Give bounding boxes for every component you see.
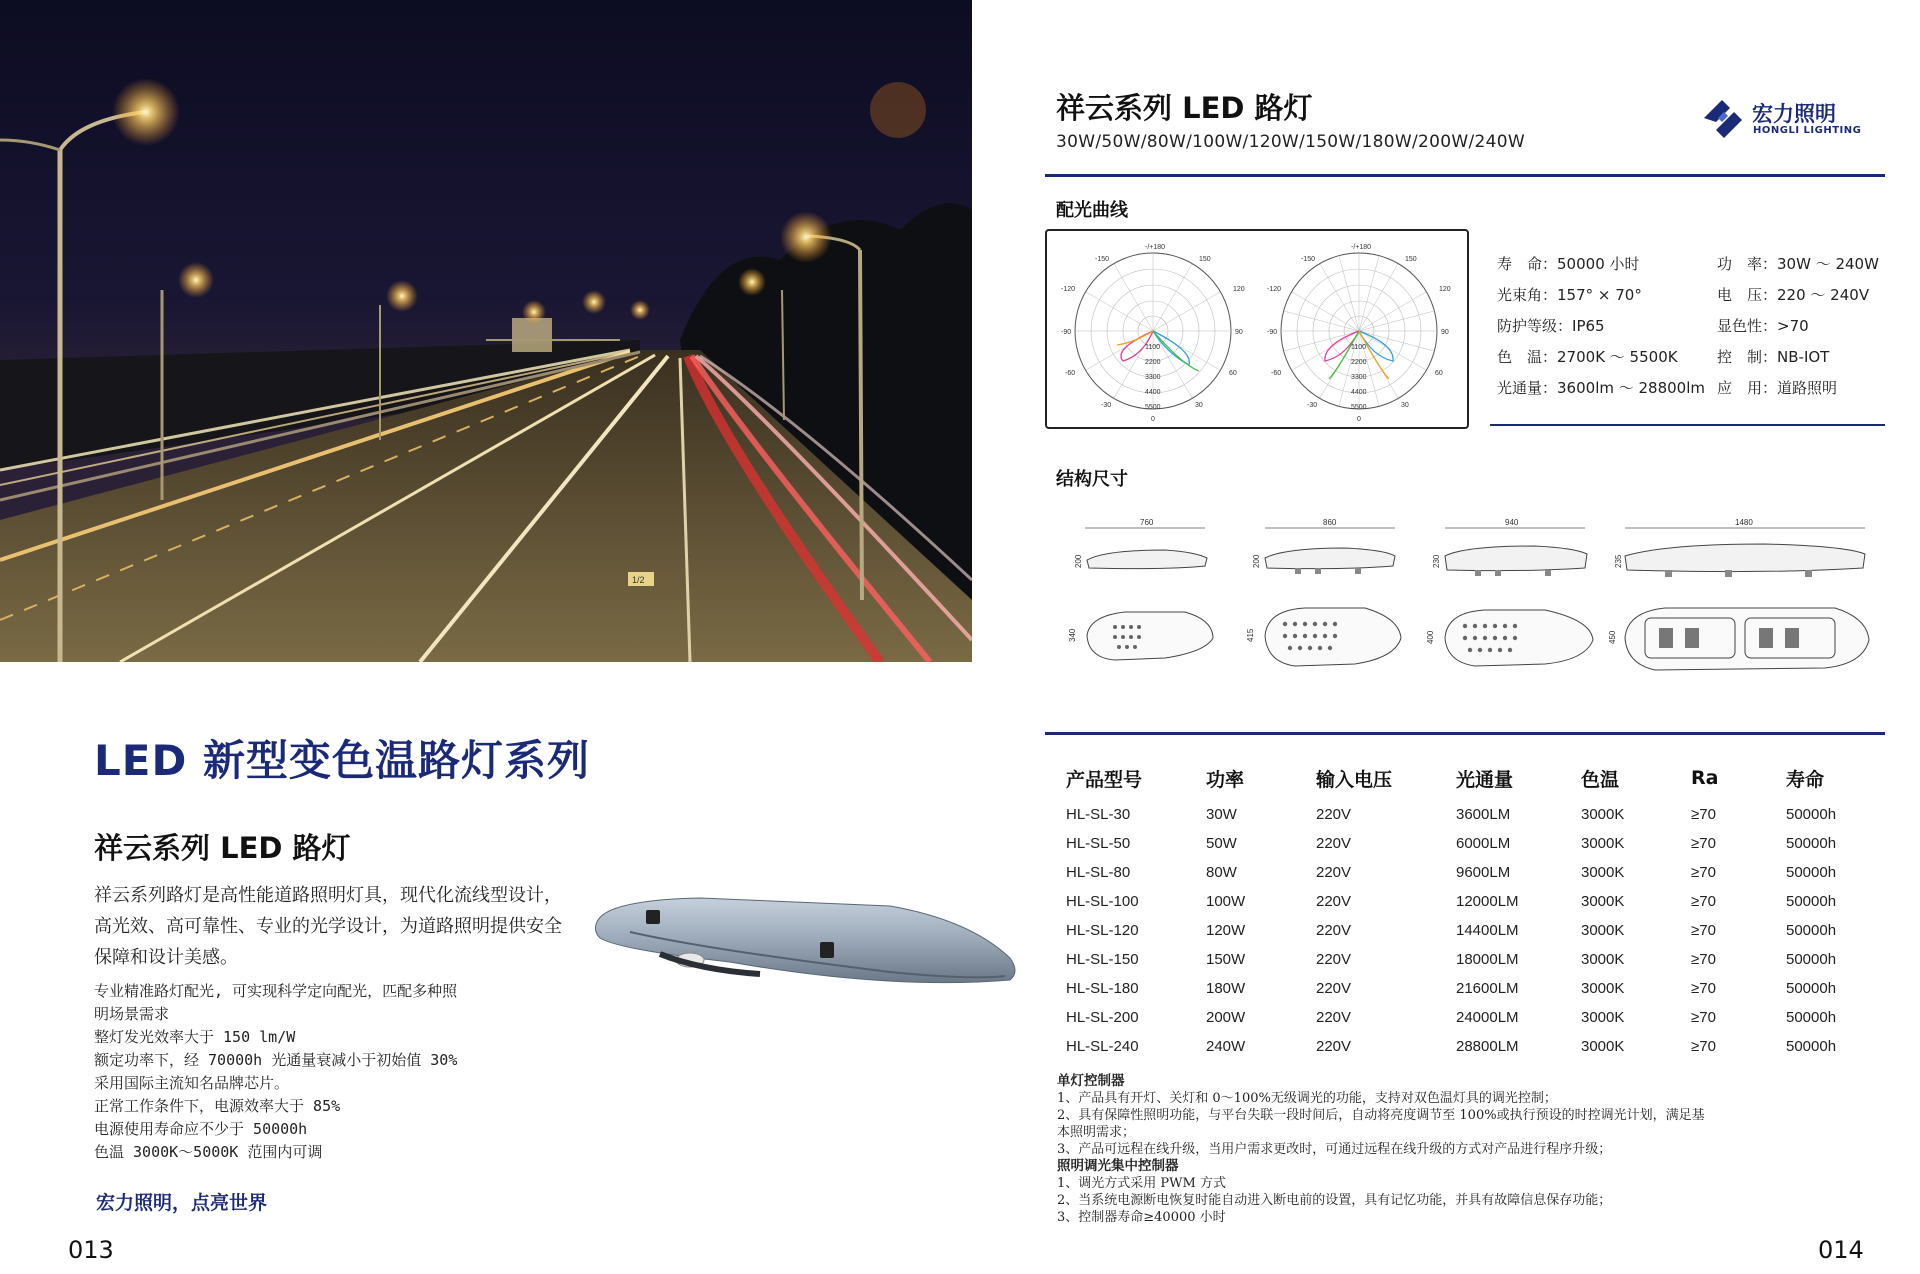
polar-1-ring: 2200 <box>1145 359 1161 366</box>
logo-mark-icon <box>1700 96 1746 142</box>
table-cell: 180W <box>1206 980 1246 997</box>
table-cell: ≥70 <box>1691 980 1716 997</box>
spec-item <box>1717 377 1837 398</box>
polar-1-label: 150 <box>1199 256 1211 263</box>
table-cell: HL-SL-150 <box>1066 951 1139 968</box>
table-cell: 150W <box>1206 951 1246 968</box>
polar-2-label: -60 <box>1271 370 1282 377</box>
table-cell: HL-SL-80 <box>1066 864 1131 881</box>
note-line: 3、产品可远程在线升级，当用户需求更改时，可通过远程在线升级的方式对产品进行程序升级； <box>1057 1142 1612 1157</box>
dim-length: 760 <box>1140 518 1154 527</box>
spec-value: 2700K ～ 5500K <box>1557 348 1678 366</box>
table-cell: ≥70 <box>1691 835 1716 852</box>
dim-length: 940 <box>1505 518 1519 527</box>
table-cell: ≥70 <box>1691 951 1716 968</box>
table-cell: 3000K <box>1581 1038 1625 1055</box>
feature-line: 电源使用寿命应不少于 50000h <box>94 1120 308 1138</box>
polar-1-label-top: -/+180 <box>1145 244 1166 251</box>
street-lamp-product-image <box>590 880 1030 1010</box>
spec-value: 220 ～ 240V <box>1777 286 1870 304</box>
brand-slogan: 宏力照明，点亮世界 <box>96 1192 268 1214</box>
dim-width: 450 <box>1608 630 1617 644</box>
intro-line: 祥云系列路灯是高性能道路照明灯具，现代化流线型设计， <box>94 885 562 906</box>
spec-item <box>1497 377 1705 398</box>
spec-item <box>1497 284 1642 305</box>
logo-cn-text: 宏力照明 <box>1752 102 1836 126</box>
table-cell: HL-SL-200 <box>1066 1009 1139 1026</box>
dim-height: 200 <box>1074 554 1083 568</box>
table-cell: HL-SL-50 <box>1066 835 1131 852</box>
polar-1-label: -60 <box>1065 370 1076 377</box>
table-cell: 100W <box>1206 893 1246 910</box>
page-number-right: 014 <box>1818 1236 1864 1264</box>
polar-2-label: -90 <box>1267 329 1278 336</box>
polar-2-label: 120 <box>1439 286 1451 293</box>
table-cell: 3000K <box>1581 951 1625 968</box>
table-cell: 3000K <box>1581 980 1625 997</box>
controller-notes <box>1057 1073 1887 1226</box>
dim-height: 200 <box>1252 554 1261 568</box>
polar-2-label: 0 <box>1357 416 1361 423</box>
spec-item <box>1717 315 1809 336</box>
table-cell: HL-SL-240 <box>1066 1038 1139 1055</box>
table-cell: 220V <box>1316 893 1352 910</box>
polar-2-label: -120 <box>1267 286 1282 293</box>
table-cell: ≥70 <box>1691 806 1716 823</box>
spec-item <box>1717 253 1879 274</box>
dim-width: 400 <box>1426 630 1435 644</box>
polar-1-label: -150 <box>1095 256 1110 263</box>
table-cell: 50000h <box>1786 1038 1837 1055</box>
polar-2-label: -30 <box>1307 402 1318 409</box>
table-cell: 120W <box>1206 922 1246 939</box>
dimension-drawing-3 <box>1426 518 1593 666</box>
feature-list <box>94 980 574 1164</box>
left-page-title: LED 新型变色温路灯系列 <box>94 736 590 785</box>
col-header: 光通量 <box>1456 768 1514 791</box>
table-cell: 18000LM <box>1456 951 1519 968</box>
dim-height: 230 <box>1432 554 1441 568</box>
left-page-subtitle: 祥云系列 LED 路灯 <box>94 831 351 865</box>
polar-2-label: 90 <box>1441 329 1449 336</box>
polar-1-ring: 1100 <box>1145 344 1161 351</box>
table-cell: 3000K <box>1581 806 1625 823</box>
logo-en-text: HONGLI LIGHTING <box>1753 125 1862 136</box>
polar-1-label: -30 <box>1101 402 1112 409</box>
right-page-title: 祥云系列 LED 路灯 <box>1056 91 1313 125</box>
spec-label: 寿 命： <box>1497 255 1558 273</box>
page-number-left: 013 <box>68 1236 114 1264</box>
table-row <box>1056 1032 1886 1061</box>
table-cell: 240W <box>1206 1038 1246 1055</box>
dim-width: 340 <box>1068 628 1077 642</box>
polar-2-label: 150 <box>1405 256 1417 263</box>
table-cell: HL-SL-180 <box>1066 980 1139 997</box>
polar-1-ring: 4400 <box>1145 389 1161 396</box>
table-row <box>1056 858 1886 887</box>
polar-1-label: -90 <box>1061 329 1072 336</box>
spec-value: 道路照明 <box>1777 379 1838 397</box>
polar-chart-2 <box>1267 244 1451 423</box>
polar-2-ring: 4400 <box>1351 389 1367 396</box>
table-cell: HL-SL-120 <box>1066 922 1139 939</box>
note-line: 3、控制器寿命≥40000 小时 <box>1057 1210 1226 1225</box>
table-cell: 14400LM <box>1456 922 1519 939</box>
table-cell: HL-SL-100 <box>1066 893 1139 910</box>
table-header-row <box>1056 756 1886 800</box>
notes-heading-central: 照明调光集中控制器 <box>1057 1158 1179 1174</box>
table-row <box>1056 800 1886 829</box>
intro-line: 保障和设计美感。 <box>94 947 238 968</box>
spec-value: 157° × 70° <box>1557 286 1642 304</box>
feature-line: 专业精准路灯配光, 可实现科学定向配光，匹配多种照 <box>94 982 458 1000</box>
polar-1-label: 60 <box>1229 370 1237 377</box>
polar-1-ring: 3300 <box>1145 374 1161 381</box>
polar-1-label: 0 <box>1151 416 1155 423</box>
notes-heading-single: 单灯控制器 <box>1057 1073 1125 1089</box>
spec-item <box>1497 315 1605 336</box>
feature-line: 采用国际主流知名品牌芯片。 <box>94 1074 290 1092</box>
table-cell: 50000h <box>1786 864 1837 881</box>
table-cell: 220V <box>1316 922 1352 939</box>
note-line: 1、调光方式采用 PWM 方式 <box>1057 1176 1226 1191</box>
table-cell: HL-SL-30 <box>1066 806 1131 823</box>
table-cell: 3600LM <box>1456 806 1511 823</box>
hongli-logo <box>1700 96 1880 142</box>
polar-2-ring: 2200 <box>1351 359 1367 366</box>
spec-value: 50000 小时 <box>1557 255 1640 273</box>
spec-label: 防护等级： <box>1497 317 1573 335</box>
header-rule <box>1045 174 1885 177</box>
col-header: Ra <box>1691 767 1719 789</box>
table-cell: 12000LM <box>1456 893 1519 910</box>
table-cell: ≥70 <box>1691 1038 1716 1055</box>
note-line: 1、产品具有开灯、关灯和 0～100%无级调光的功能，支持对双色温灯具的调光控制； <box>1057 1091 1557 1106</box>
polar-2-ring: 1100 <box>1351 344 1367 351</box>
dimension-drawing-4 <box>1608 518 1869 670</box>
col-header: 色温 <box>1581 768 1620 791</box>
col-header: 产品型号 <box>1066 768 1143 791</box>
table-cell: 3000K <box>1581 1009 1625 1026</box>
table-row <box>1056 1003 1886 1032</box>
table-cell: 50000h <box>1786 835 1837 852</box>
spec-label: 控 制： <box>1717 348 1778 366</box>
product-table <box>1056 756 1886 1061</box>
table-cell: 220V <box>1316 1009 1352 1026</box>
polar-2-ring: 3300 <box>1351 374 1367 381</box>
table-cell: 24000LM <box>1456 1009 1519 1026</box>
spec-item <box>1497 253 1640 274</box>
table-cell: 200W <box>1206 1009 1246 1026</box>
table-cell: ≥70 <box>1691 893 1716 910</box>
spec-label: 显色性： <box>1717 317 1778 335</box>
light-distribution-box <box>1045 229 1469 429</box>
spec-label: 色 温： <box>1497 348 1558 366</box>
table-cell: 50000h <box>1786 951 1837 968</box>
spec-item <box>1717 284 1869 305</box>
spec-value: NB-IOT <box>1777 348 1830 366</box>
polar-2-label: 30 <box>1401 402 1409 409</box>
feature-line: 色温 3000K～5000K 范围内可调 <box>94 1143 323 1161</box>
table-cell: 50000h <box>1786 893 1837 910</box>
table-cell: ≥70 <box>1691 864 1716 881</box>
table-cell: 3000K <box>1581 922 1625 939</box>
table-cell: 30W <box>1206 806 1237 823</box>
feature-line: 整灯发光效率大于 150 lm/W <box>94 1028 296 1046</box>
table-cell: 50000h <box>1786 980 1837 997</box>
spec-value: 30W ～ 240W <box>1777 255 1879 273</box>
table-row <box>1056 974 1886 1003</box>
polar-1-ring: 5500 <box>1145 404 1161 411</box>
dim-height: 235 <box>1614 554 1623 568</box>
table-cell: 28800LM <box>1456 1038 1519 1055</box>
col-header: 功率 <box>1206 768 1245 791</box>
dim-length: 860 <box>1323 518 1337 527</box>
table-cell: 50000h <box>1786 806 1837 823</box>
table-cell: 6000LM <box>1456 835 1511 852</box>
table-cell: 220V <box>1316 864 1352 881</box>
intro-line: 高光效、高可靠性、专业的光学设计，为道路照明提供安全 <box>94 916 562 937</box>
table-cell: 220V <box>1316 951 1352 968</box>
dim-length: 1480 <box>1735 518 1753 527</box>
table-cell: 220V <box>1316 806 1352 823</box>
feature-line: 明场景需求 <box>94 1005 170 1023</box>
spec-label: 电 压： <box>1717 286 1778 304</box>
highway-night-photo <box>0 0 972 662</box>
spec-item <box>1497 346 1678 367</box>
polar-1-label: 30 <box>1195 402 1203 409</box>
spec-value: >70 <box>1777 317 1809 335</box>
dimension-drawing-2 <box>1246 518 1401 666</box>
polar-2-label-top: -/+180 <box>1351 244 1372 251</box>
table-cell: 9600LM <box>1456 864 1511 881</box>
polar-2-ring: 5500 <box>1351 404 1367 411</box>
table-row <box>1056 829 1886 858</box>
spec-rule <box>1490 424 1885 426</box>
polar-2-label: -150 <box>1301 256 1316 263</box>
table-cell: 3000K <box>1581 893 1625 910</box>
note-line: 2、当系统电源断电恢复时能自动进入断电前的设置，具有记忆功能，并具有故障信息保存功能； <box>1057 1193 1612 1208</box>
col-header: 输入电压 <box>1316 768 1393 791</box>
dimension-drawings <box>1045 512 1885 722</box>
table-cell: 3000K <box>1581 835 1625 852</box>
polar-1-label: 120 <box>1233 286 1245 293</box>
table-cell: 21600LM <box>1456 980 1519 997</box>
spec-value: 3600lm ～ 28800lm <box>1557 379 1706 397</box>
road-sign-label: 1/2 <box>632 575 645 585</box>
section-label-curves: 配光曲线 <box>1056 200 1128 221</box>
spec-label: 应 用： <box>1717 379 1778 397</box>
table-cell: 80W <box>1206 864 1237 881</box>
table-row <box>1056 916 1886 945</box>
polar-1-label: 90 <box>1235 329 1243 336</box>
product-intro <box>94 880 594 973</box>
table-cell: 220V <box>1316 980 1352 997</box>
table-cell: 50000h <box>1786 922 1837 939</box>
note-line: 本照明需求； <box>1057 1125 1136 1140</box>
polar-chart-1 <box>1061 244 1245 423</box>
table-rule <box>1045 732 1885 735</box>
table-cell: ≥70 <box>1691 922 1716 939</box>
table-cell: 3000K <box>1581 864 1625 881</box>
note-line: 2、具有保障性照明功能，与平台失联一段时间后，自动将亮度调节至 100%或执行预设的时控调光计划，满足基 <box>1057 1108 1705 1123</box>
feature-line: 额定功率下，经 70000h 光通量衰减小于初始值 30% <box>94 1051 458 1069</box>
table-cell: 220V <box>1316 1038 1352 1055</box>
table-cell: ≥70 <box>1691 1009 1716 1026</box>
table-row <box>1056 945 1886 974</box>
table-cell: 220V <box>1316 835 1352 852</box>
polar-1-label: -120 <box>1061 286 1076 293</box>
spec-label: 光束角： <box>1497 286 1558 304</box>
spec-label: 光通量： <box>1497 379 1558 397</box>
dimension-drawing-1 <box>1068 518 1213 660</box>
col-header: 寿命 <box>1786 768 1825 791</box>
table-cell: 50000h <box>1786 1009 1837 1026</box>
power-range: 30W/50W/80W/100W/120W/150W/180W/200W/240W <box>1056 132 1525 152</box>
table-cell: 50W <box>1206 835 1237 852</box>
polar-2-label: 60 <box>1435 370 1443 377</box>
spec-value: IP65 <box>1572 317 1605 335</box>
table-row <box>1056 887 1886 916</box>
spec-label: 功 率： <box>1717 255 1778 273</box>
dim-width: 415 <box>1246 628 1255 642</box>
spec-item <box>1717 346 1829 367</box>
section-label-structure: 结构尺寸 <box>1056 469 1128 490</box>
feature-line: 正常工作条件下，电源效率大于 85% <box>94 1097 341 1115</box>
